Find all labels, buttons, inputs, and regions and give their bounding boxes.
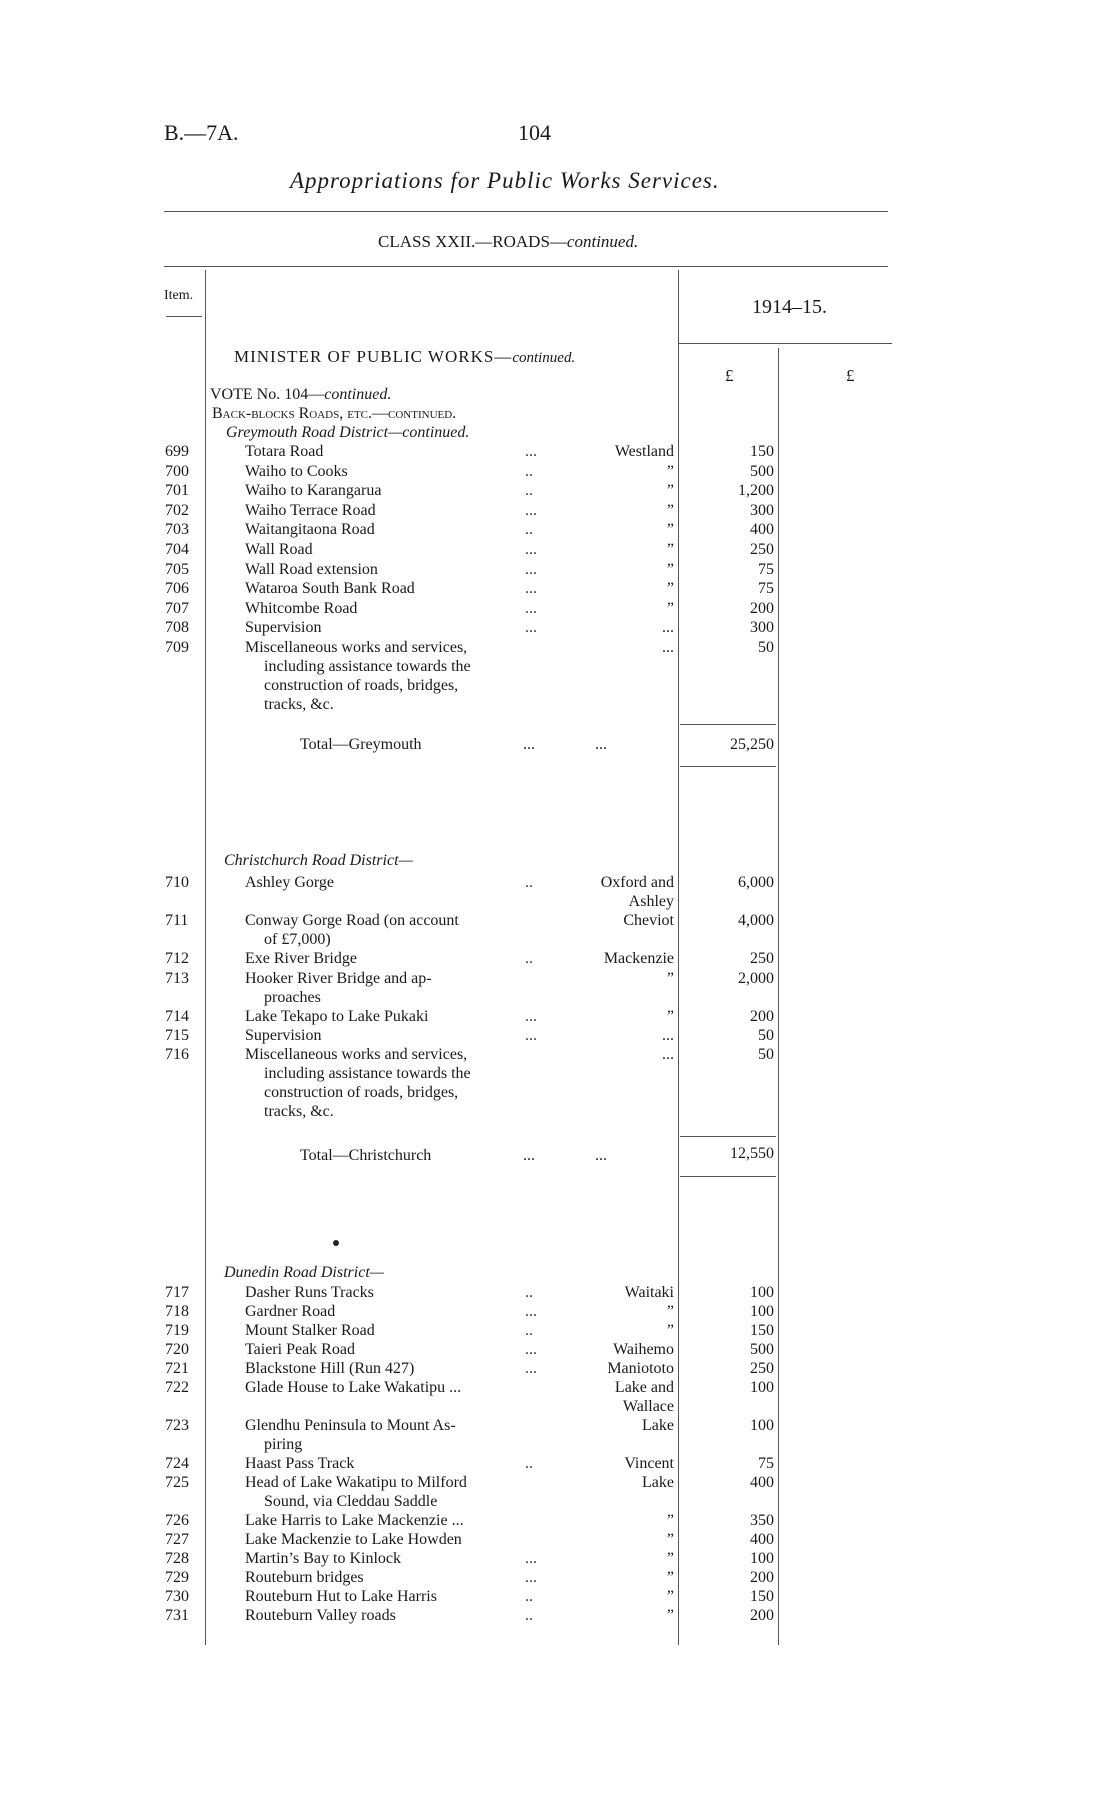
item-number: 714 — [165, 1008, 189, 1025]
dunedin-row — [0, 1341, 1114, 1361]
item-number: 730 — [165, 1588, 189, 1605]
backblocks-heading: Back-blocks Roads, etc.—continued. — [212, 405, 457, 422]
county-name: ... — [662, 1046, 674, 1063]
leader-dots: ... — [525, 1303, 537, 1320]
county-name: Waihemo — [613, 1341, 674, 1358]
leader-dots: .. — [525, 950, 533, 967]
dunedin-row — [0, 1284, 1114, 1304]
dunedin-district-heading: Dunedin Road District— — [224, 1264, 384, 1281]
leader-dots: ... — [525, 619, 537, 636]
leader-dots: ... — [525, 1360, 537, 1377]
county-name: Cheviot — [623, 912, 674, 929]
greymouth-row — [0, 639, 1114, 713]
leader-dots: .. — [525, 1607, 533, 1624]
christchurch-row — [0, 1046, 1114, 1120]
amount: 100 — [750, 1550, 774, 1567]
county-name: ” — [666, 970, 674, 987]
county-name: Vincent — [624, 1455, 674, 1472]
dunedin-row — [0, 1379, 1114, 1415]
table-top-rule — [164, 266, 888, 267]
item-description: Supervision — [245, 619, 322, 636]
vote-suffix: continued. — [324, 386, 392, 403]
amount: 150 — [750, 443, 774, 460]
amount: 6,000 — [738, 874, 774, 891]
county-name: Lake — [642, 1417, 674, 1434]
item-description: Wall Road extension — [245, 561, 378, 578]
christchurch-total-label: Total—Christchurch — [300, 1147, 432, 1164]
amount: 200 — [750, 1607, 774, 1624]
item-number: 711 — [165, 912, 189, 929]
pound-sign-1: £ — [725, 366, 734, 385]
amount: 350 — [750, 1512, 774, 1529]
greymouth-row — [0, 443, 1114, 463]
county-name: Oxford and — [600, 874, 674, 891]
amount: 250 — [750, 1360, 774, 1377]
title-rule — [164, 211, 888, 212]
item-description: Waiho to Karangarua — [245, 482, 382, 499]
leader-dots: .. — [525, 521, 533, 538]
class-heading-text: CLASS XXII.—ROADS— — [378, 232, 567, 251]
item-header-rule — [166, 316, 202, 317]
county-name: ” — [666, 580, 674, 597]
christchurch-row — [0, 970, 1114, 1006]
amount: 300 — [750, 502, 774, 519]
county-name: ” — [666, 482, 674, 499]
county-name: ” — [666, 463, 674, 480]
dunedin-row — [0, 1474, 1114, 1510]
greymouth-row — [0, 482, 1114, 502]
amount: 150 — [750, 1322, 774, 1339]
leader-dots: ... — [525, 541, 537, 558]
item-number: 700 — [165, 463, 189, 480]
item-number: 719 — [165, 1322, 189, 1339]
item-description: Dasher Runs Tracks — [245, 1284, 374, 1301]
amount: 400 — [750, 521, 774, 538]
christchurch-total-dots-2: ... — [595, 1147, 607, 1164]
greymouth-total-label: Total—Greymouth — [300, 736, 422, 753]
amount: 200 — [750, 1008, 774, 1025]
christchurch-row — [0, 950, 1114, 970]
greymouth-total-rule-top — [680, 724, 776, 725]
item-description: Waitangitaona Road — [245, 521, 375, 538]
county-name: ” — [666, 1512, 674, 1529]
greymouth-row — [0, 580, 1114, 600]
item-description: Ashley Gorge — [245, 874, 335, 891]
county-name: Wallace — [622, 1398, 674, 1415]
item-description: Waiho Terrace Road — [245, 502, 376, 519]
leader-dots: .. — [525, 482, 533, 499]
item-number: 726 — [165, 1512, 189, 1529]
item-description: Totara Road — [245, 443, 324, 460]
item-description: Glade House to Lake Wakatipu ... — [245, 1379, 462, 1396]
item-description: Gardner Road — [245, 1303, 336, 1320]
item-number: 703 — [165, 521, 189, 538]
county-name: ” — [666, 1531, 674, 1548]
item-number: 728 — [165, 1550, 189, 1567]
county-name: ” — [666, 561, 674, 578]
item-number: 708 — [165, 619, 189, 636]
greymouth-row — [0, 521, 1114, 541]
dunedin-row — [0, 1607, 1114, 1627]
county-name: ” — [666, 1322, 674, 1339]
item-description: tracks, &c. — [264, 696, 334, 713]
greymouth-row — [0, 600, 1114, 620]
christchurch-total-rule-bottom — [680, 1176, 776, 1177]
minister-suffix: continued. — [512, 350, 576, 366]
leader-dots: ... — [525, 580, 537, 597]
item-description: Wall Road — [245, 541, 313, 558]
item-number: 701 — [165, 482, 189, 499]
leader-dots: .. — [525, 874, 533, 891]
county-name: ” — [666, 521, 674, 538]
dunedin-row — [0, 1455, 1114, 1475]
item-description: Taieri Peak Road — [245, 1341, 355, 1358]
item-description: Lake Mackenzie to Lake Howden — [245, 1531, 462, 1548]
county-name: ” — [666, 502, 674, 519]
amount: 100 — [750, 1379, 774, 1396]
year-header-rule — [678, 343, 892, 344]
amount: 250 — [750, 950, 774, 967]
amount: 400 — [750, 1531, 774, 1548]
item-description: Routeburn Hut to Lake Harris — [245, 1588, 437, 1605]
vote-text: VOTE No. 104— — [210, 386, 325, 403]
year-column-header: 1914–15. — [752, 296, 827, 318]
item-description: Head of Lake Wakatipu to Milford — [245, 1474, 467, 1491]
dunedin-row — [0, 1417, 1114, 1453]
item-number: 721 — [165, 1360, 189, 1377]
item-number: 729 — [165, 1569, 189, 1586]
item-description: proaches — [264, 989, 321, 1006]
county-name: Mackenzie — [603, 950, 674, 967]
christchurch-total-amount: 12,550 — [730, 1145, 774, 1162]
dunedin-row — [0, 1569, 1114, 1589]
item-description: Miscellaneous works and services, — [245, 1046, 468, 1063]
leader-dots: .. — [525, 1588, 533, 1605]
item-number: 715 — [165, 1027, 189, 1044]
page-number: 104 — [518, 120, 551, 145]
amount: 500 — [750, 463, 774, 480]
county-name: ” — [666, 1303, 674, 1320]
greymouth-district-heading: Greymouth Road District—continued. — [226, 424, 470, 441]
leader-dots: .. — [525, 1322, 533, 1339]
item-description: Exe River Bridge — [245, 950, 357, 967]
county-name: Ashley — [628, 893, 674, 910]
leader-dots: ... — [525, 561, 537, 578]
county-name: Westland — [614, 443, 674, 460]
amount: 4,000 — [738, 912, 774, 929]
item-number: 706 — [165, 580, 189, 597]
item-description: piring — [264, 1436, 303, 1453]
document-reference: B.—7A. — [164, 120, 239, 145]
amount: 50 — [758, 639, 774, 656]
item-description: Haast Pass Track — [245, 1455, 355, 1472]
item-description: Sound, via Cleddau Saddle — [264, 1493, 438, 1510]
amount: 50 — [758, 1027, 774, 1044]
county-name: ... — [662, 1027, 674, 1044]
greymouth-total-dots-2: ... — [595, 736, 607, 753]
county-name: ” — [666, 1550, 674, 1567]
leader-dots: ... — [525, 1569, 537, 1586]
county-name: Maniototo — [607, 1360, 674, 1377]
county-name: ... — [662, 619, 674, 636]
christchurch-row — [0, 912, 1114, 948]
county-name: ” — [666, 1588, 674, 1605]
item-description: Waiho to Cooks — [245, 463, 348, 480]
item-number: 725 — [165, 1474, 189, 1491]
item-description: Lake Harris to Lake Mackenzie ... — [245, 1512, 464, 1529]
christchurch-district-heading: Christchurch Road District— — [224, 852, 413, 869]
amount: 50 — [758, 1046, 774, 1063]
leader-dots: ... — [525, 1027, 537, 1044]
greymouth-row — [0, 561, 1114, 581]
item-description: Blackstone Hill (Run 427) — [245, 1360, 415, 1377]
item-number: 712 — [165, 950, 189, 967]
item-number: 699 — [165, 443, 189, 460]
dunedin-row — [0, 1360, 1114, 1380]
item-description: construction of roads, bridges, — [264, 677, 459, 694]
leader-dots: ... — [525, 600, 537, 617]
leader-dots: ... — [525, 502, 537, 519]
county-name: ” — [666, 1008, 674, 1025]
greymouth-row — [0, 502, 1114, 522]
amount: 100 — [750, 1417, 774, 1434]
county-name: ” — [666, 1569, 674, 1586]
item-number: 702 — [165, 502, 189, 519]
amount: 75 — [758, 561, 774, 578]
item-number: 731 — [165, 1607, 189, 1624]
item-description: Conway Gorge Road (on account — [245, 912, 459, 929]
item-description: Wataroa South Bank Road — [245, 580, 415, 597]
item-description: Lake Tekapo to Lake Pukaki — [245, 1008, 429, 1025]
page-title: Appropriations for Public Works Services. — [290, 168, 720, 193]
dunedin-row — [0, 1512, 1114, 1532]
item-description: Routeburn bridges — [245, 1569, 364, 1586]
item-description: including assistance towards the — [264, 658, 471, 675]
christchurch-row — [0, 1008, 1114, 1028]
item-description: Whitcombe Road — [245, 600, 358, 617]
item-number: 720 — [165, 1341, 189, 1358]
christchurch-row — [0, 874, 1114, 910]
amount: 75 — [758, 1455, 774, 1472]
county-name: ... — [662, 639, 674, 656]
dunedin-row — [0, 1531, 1114, 1551]
amount: 300 — [750, 619, 774, 636]
county-name: Lake — [642, 1474, 674, 1491]
item-column-header: Item. — [164, 288, 194, 303]
christchurch-row — [0, 1027, 1114, 1047]
leader-dots: ... — [525, 443, 537, 460]
leader-dots: .. — [525, 1455, 533, 1472]
leader-dots: .. — [525, 1284, 533, 1301]
item-number: 716 — [165, 1046, 189, 1063]
county-name: ” — [666, 541, 674, 558]
class-heading — [378, 232, 638, 252]
amount: 2,000 — [738, 970, 774, 987]
greymouth-row — [0, 619, 1114, 639]
item-number: 707 — [165, 600, 189, 617]
minister-text: MINISTER OF PUBLIC WORKS— — [234, 347, 513, 366]
minister-heading — [234, 347, 575, 367]
item-description: Hooker River Bridge and ap- — [245, 970, 432, 987]
christchurch-total-rule-top — [680, 1136, 776, 1137]
dunedin-row — [0, 1303, 1114, 1323]
greymouth-total-dots: ... — [523, 736, 535, 753]
item-description: Mount Stalker Road — [245, 1322, 375, 1339]
dunedin-row — [0, 1550, 1114, 1570]
pound-sign-2: £ — [846, 366, 855, 385]
amount: 75 — [758, 580, 774, 597]
county-name: Waitaki — [624, 1284, 674, 1301]
christchurch-total-dots: ... — [523, 1147, 535, 1164]
item-number: 727 — [165, 1531, 189, 1548]
amount: 200 — [750, 1569, 774, 1586]
leader-dots: ... — [525, 1341, 537, 1358]
item-number: 718 — [165, 1303, 189, 1320]
item-number: 705 — [165, 561, 189, 578]
item-description: Martin’s Bay to Kinlock — [245, 1550, 401, 1567]
amount: 100 — [750, 1284, 774, 1301]
amount: 1,200 — [738, 482, 774, 499]
amount: 100 — [750, 1303, 774, 1320]
item-number: 723 — [165, 1417, 189, 1434]
item-description: Routeburn Valley roads — [245, 1607, 396, 1624]
vote-heading — [210, 386, 391, 404]
county-name: ” — [666, 600, 674, 617]
item-number: 724 — [165, 1455, 189, 1472]
item-description: construction of roads, bridges, — [264, 1084, 459, 1101]
leader-dots: ... — [525, 1550, 537, 1567]
county-name: ” — [666, 1607, 674, 1624]
item-number: 713 — [165, 970, 189, 987]
leader-dots: ... — [525, 1008, 537, 1025]
item-number: 704 — [165, 541, 189, 558]
county-name: Lake and — [614, 1379, 674, 1396]
greymouth-total-amount: 25,250 — [730, 736, 774, 753]
dunedin-row — [0, 1322, 1114, 1342]
class-heading-suffix: continued. — [566, 232, 639, 251]
amount: 150 — [750, 1588, 774, 1605]
item-description: of £7,000) — [264, 931, 331, 948]
item-description: Miscellaneous works and services, — [245, 639, 468, 656]
amount: 500 — [750, 1341, 774, 1358]
item-number: 717 — [165, 1284, 189, 1301]
item-description: including assistance towards the — [264, 1065, 471, 1082]
dunedin-row — [0, 1588, 1114, 1608]
leader-dots: .. — [525, 463, 533, 480]
greymouth-row — [0, 541, 1114, 561]
bullet-mark — [333, 1240, 339, 1246]
item-number: 710 — [165, 874, 189, 891]
item-description: Supervision — [245, 1027, 322, 1044]
item-number: 722 — [165, 1379, 189, 1396]
amount: 250 — [750, 541, 774, 558]
greymouth-row — [0, 463, 1114, 483]
item-number: 709 — [165, 639, 189, 656]
amount: 200 — [750, 600, 774, 617]
item-description: tracks, &c. — [264, 1103, 334, 1120]
item-description: Glendhu Peninsula to Mount As- — [245, 1417, 456, 1434]
amount: 400 — [750, 1474, 774, 1491]
greymouth-total-rule-bottom — [680, 766, 776, 767]
